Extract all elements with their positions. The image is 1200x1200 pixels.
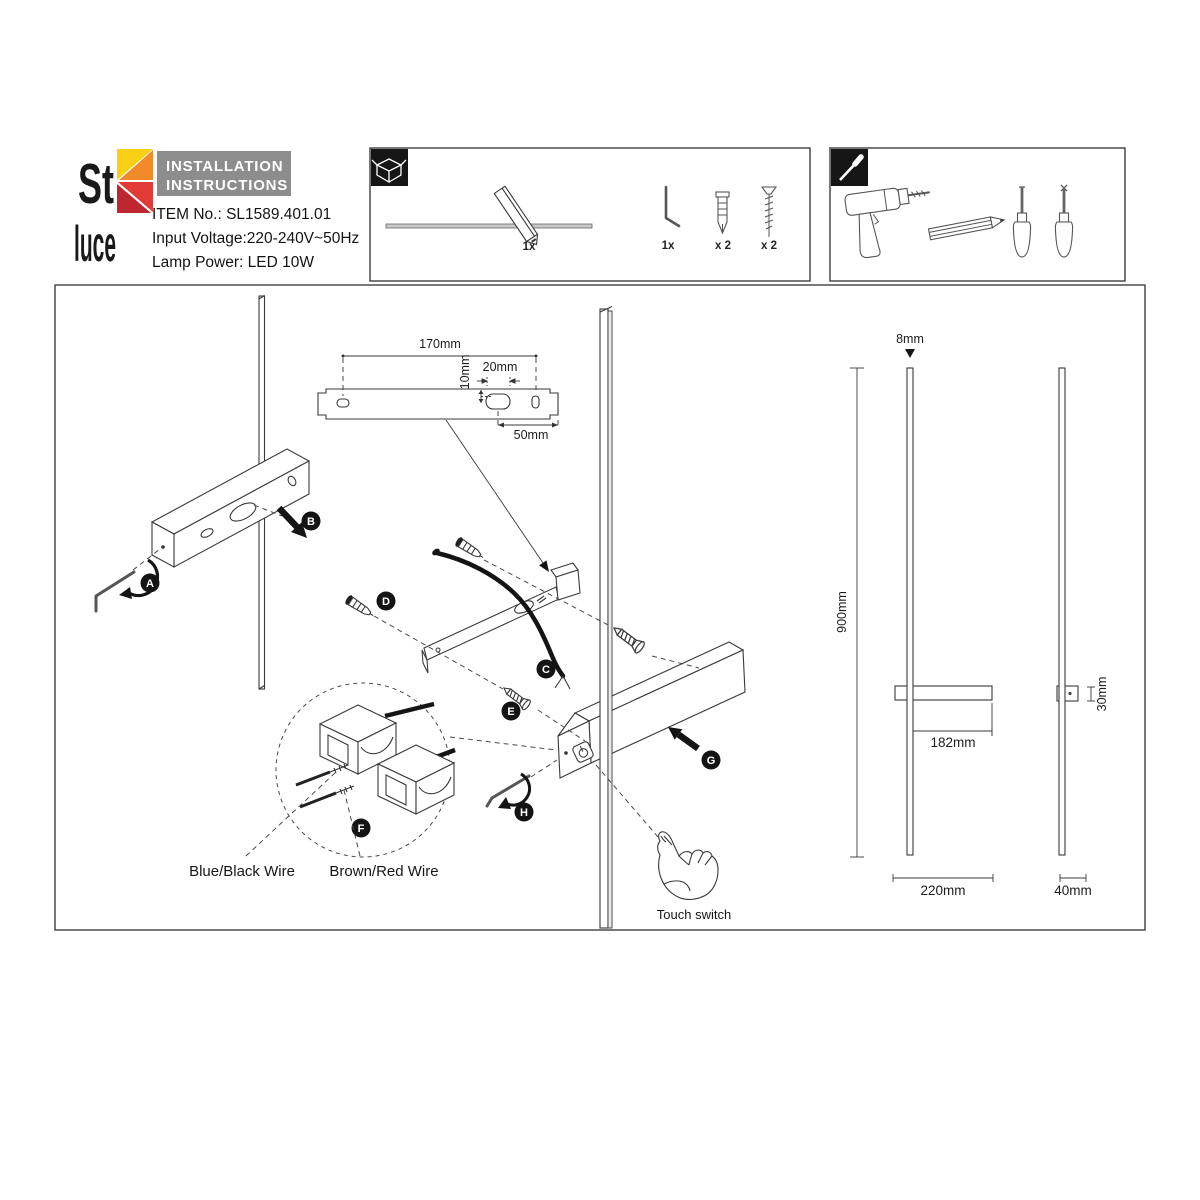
tools-box <box>830 148 1125 281</box>
tools-icon <box>831 149 868 186</box>
front-view <box>893 332 993 898</box>
dim-220mm: 220mm <box>920 883 966 898</box>
step-marker-h <box>515 803 534 822</box>
dim-182mm: 182mm <box>930 735 976 750</box>
screw-qty: x 2 <box>761 240 777 252</box>
svg-text:A: A <box>146 578 154 590</box>
step-marker-b <box>302 512 321 531</box>
svg-text:G: G <box>706 755 716 767</box>
hex-key-qty: 1x <box>661 240 675 252</box>
dim-30mm: 30mm <box>1095 676 1109 712</box>
header <box>74 149 359 272</box>
step-marker-c <box>537 660 556 679</box>
step-marker-e <box>502 702 521 721</box>
wire-blue-black-label: Blue/Black Wire <box>189 863 295 880</box>
logo-triangles-icon <box>117 149 153 213</box>
lamp-qty: 1x <box>522 241 536 253</box>
svg-text:D: D <box>382 596 390 608</box>
item-number: ITEM No.: SL1589.401.01 <box>152 206 332 223</box>
leader-blue-black <box>246 772 336 856</box>
dim-20mm: 20mm <box>482 360 518 374</box>
dim-900mm: 900mm <box>835 591 849 633</box>
flat-screwdriver-icon <box>1013 187 1030 257</box>
dim-40mm: 40mm <box>1054 883 1092 898</box>
svg-text:F: F <box>357 823 365 835</box>
svg-text:E: E <box>507 706 515 718</box>
wall-anchor-icon <box>716 192 729 233</box>
dimension-views <box>835 332 1109 898</box>
lamp-rod-drawing <box>386 186 592 248</box>
touch-switch-label: Touch switch <box>656 907 732 922</box>
step-marker-d <box>377 592 396 611</box>
anchor-qty: x 2 <box>715 240 731 252</box>
screw-2 <box>610 623 646 655</box>
phillips-screwdriver-icon <box>1055 185 1072 257</box>
side-view <box>1054 368 1109 898</box>
pencil-icon <box>929 214 1006 239</box>
wire-brown-red-label: Brown/Red Wire <box>329 863 439 880</box>
dim-50mm: 50mm <box>513 428 549 442</box>
lamp-power: Lamp Power: LED 10W <box>152 254 314 271</box>
height-dimension <box>835 368 864 857</box>
title-line1: INSTALLATION <box>166 158 284 175</box>
slide-arrow-g <box>668 727 698 749</box>
drill-icon <box>844 183 937 259</box>
dim-170mm: 170mm <box>419 337 461 351</box>
title-line2: INSTRUCTIONS <box>166 177 289 194</box>
screw-icon <box>762 187 776 237</box>
bracket-dimension-drawing <box>318 337 558 572</box>
logo-word-top: St <box>78 152 115 216</box>
wall-rod-center <box>600 307 612 929</box>
hex-key-icon <box>666 187 679 226</box>
dim-10mm: 10mm <box>458 354 472 390</box>
dim-8mm: 8mm <box>896 332 924 346</box>
pointing-hand <box>658 832 718 900</box>
set-screw-dot <box>564 751 568 755</box>
stripped-wire-2 <box>300 785 354 807</box>
logo-word-bottom: luce <box>74 216 116 272</box>
step-marker-a <box>141 574 160 593</box>
svg-text:B: B <box>307 516 315 528</box>
main-diagram <box>55 285 1145 930</box>
input-voltage: Input Voltage:220-240V~50Hz <box>152 230 360 247</box>
svg-text:C: C <box>542 664 550 676</box>
wall-anchor-2 <box>344 594 376 620</box>
stripped-wire-1 <box>296 764 348 785</box>
wiring-detail <box>189 683 455 880</box>
svg-text:H: H <box>520 807 528 819</box>
lamp-body-left <box>152 449 309 567</box>
step-marker-g <box>702 751 721 770</box>
package-contents-box <box>370 148 810 281</box>
